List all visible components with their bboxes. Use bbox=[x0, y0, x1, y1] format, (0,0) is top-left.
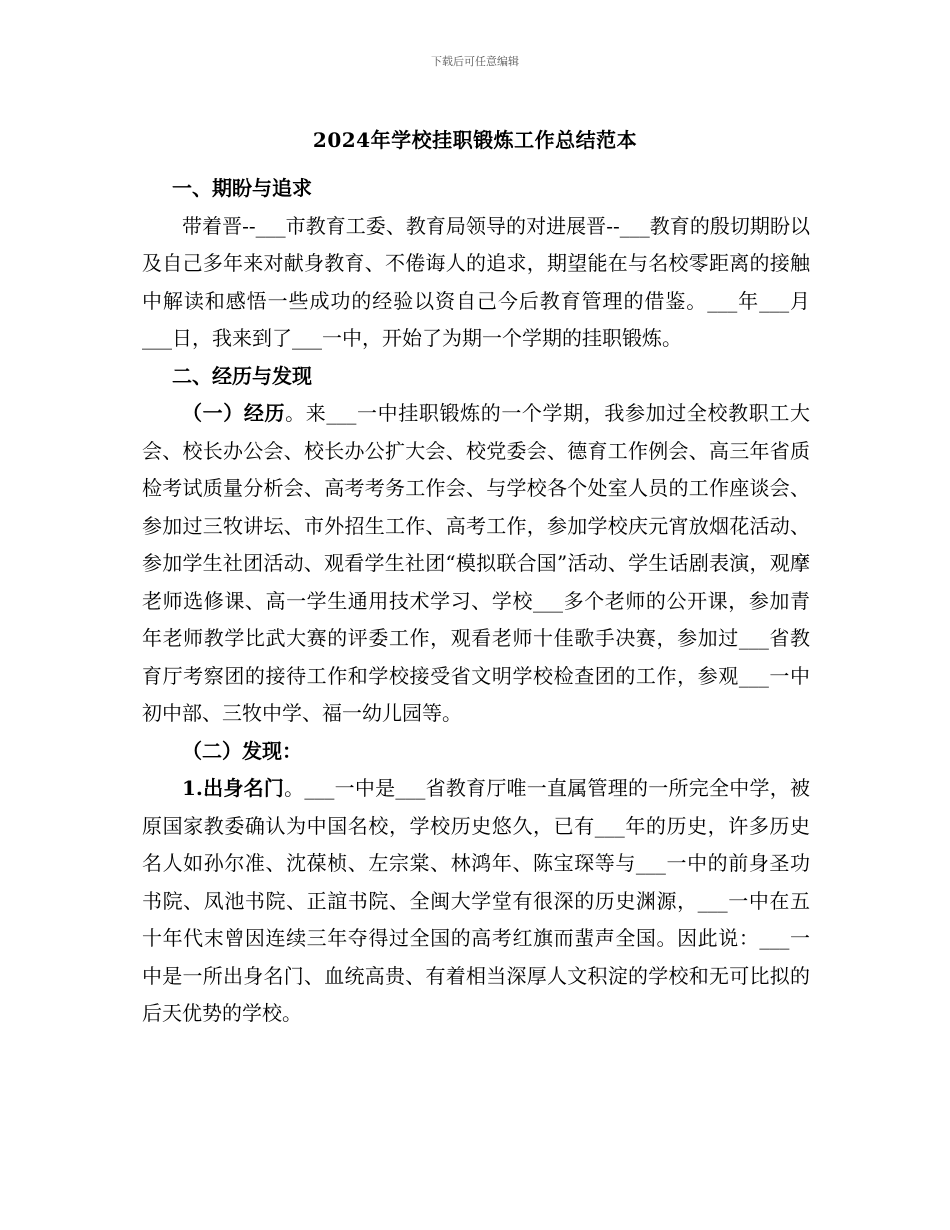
section-2-heading: 二、经历与发现 bbox=[172, 363, 312, 388]
subsection-discovery-lead: （二）发现： bbox=[182, 738, 302, 763]
section-1-heading: 一、期盼与追求 bbox=[172, 176, 312, 200]
document-body bbox=[142, 170, 810, 1033]
document-title: 2024年学校挂职锻炼工作总结范本 bbox=[312, 128, 638, 152]
subsection-experience-text: 。来___一中挂职锻炼的一个学期，我参加过全校教职工大会、校长办公会、校长办公扩大会、校党委会、德育工作例会、高三年省质检考试质量分析会、高考考务工作会、与学校各个处室人员的工作座谈会、参加过三牧讲坛、市外招生工作、高考工作，参加学校庆元宵放烟花活动、参加学生社团活动、观看学生社团“模拟联合国”活动、学生话剧表演，观摩老师选修课、高一学生通用技术学习、学校___多个老师的公开课，参加青年老师教学比武大赛的评委工作，观看老师十佳歌手决赛，参加过___省教育厅考察团的接待工作和学校接受省文明学校检查团的工作，参观___一中初中部、三牧中学、福一幼儿园等。 bbox=[142, 401, 811, 725]
subsection-discovery-paragraph bbox=[142, 733, 810, 771]
point-1-paragraph bbox=[142, 770, 810, 1033]
subsection-experience-lead: （一）经历 bbox=[182, 401, 286, 425]
section-1-paragraph: 带着晋--___市教育工委、教育局领导的对进展晋--___教育的殷切期盼以及自己多年来对献身教育、不倦诲人的追求，期望能在与名校零距离的接触中解读和感悟一些成功的经验以资自己今后教育管理的借鉴。___年___月___日，我来到了___一中，开始了为期一个学期的挂职锻炼。 bbox=[142, 213, 810, 350]
point-1-lead: 1.出身名门 bbox=[182, 776, 285, 800]
page-header: 下载后可任意编辑 bbox=[431, 55, 519, 68]
subsection-experience-paragraph bbox=[142, 395, 810, 733]
point-1-text: 。___一中是___省教育厅唯一直属管理的一所完全中学，被原国家教委确认为中国名校，学校历史悠久，已有___年的历史，许多历史名人如孙尔准、沈葆桢、左宗棠、林鸿年、陈宝琛等与___一中的前身圣功书院、凤池书院、正誼书院、全闽大学堂有很深的历史渊源，___一中在五十年代末曾因连续三年夺得过全国的高考红旗而蜚声全国。因此说：___一中是一所出身名门、血统高贵、有着相当深厚人文积淀的学校和无可比拟的后天优势的学校。 bbox=[142, 776, 810, 1025]
